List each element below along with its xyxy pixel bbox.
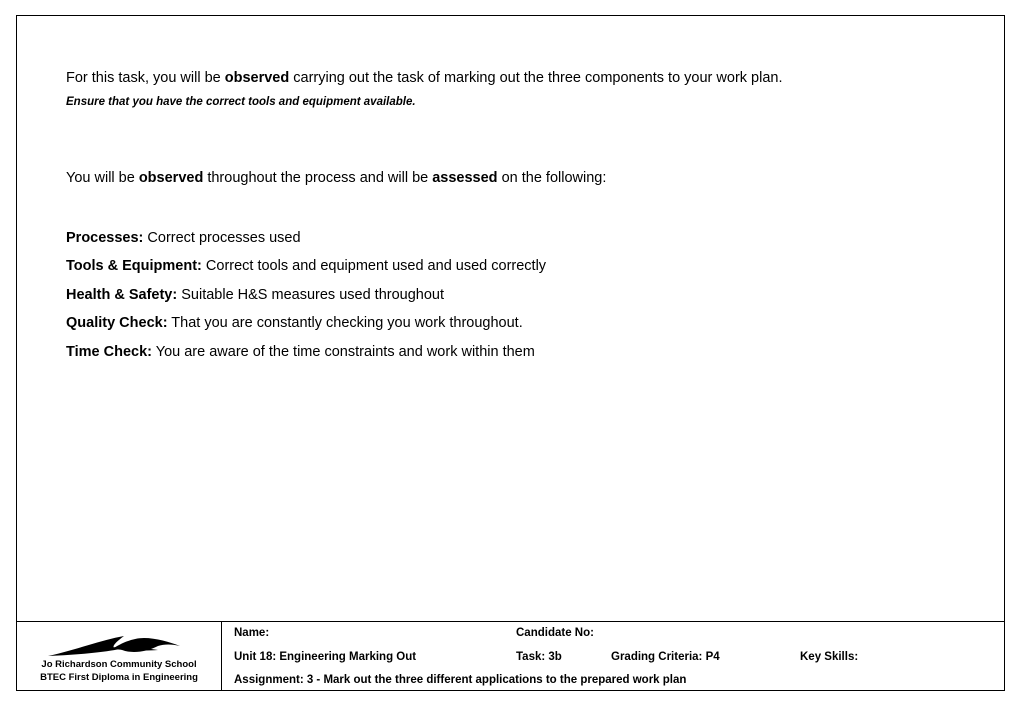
bird-logo-icon: [46, 632, 186, 658]
criteria-label: Time Check:: [66, 343, 152, 360]
school-name: Jo Richardson Community School: [41, 659, 197, 670]
name-label: Name:: [234, 627, 270, 639]
criteria-text: Correct processes used: [143, 230, 301, 246]
course-name: BTEC First Diploma in Engineering: [40, 672, 198, 683]
observed-bold: observed: [138, 170, 204, 186]
observed-text-2: throughout the process and will be: [203, 170, 433, 186]
intro-text: For this task, you will be: [66, 70, 225, 86]
criteria-text: Correct tools and equipment used and used correctly: [201, 258, 547, 275]
criteria-label: Processes:: [66, 230, 144, 246]
intro-text-end: carrying out the task of marking out the three components to your work plan.: [289, 70, 783, 86]
assignment-label: Assignment: 3 - Mark out the three different applications to the prepared work plan: [234, 674, 687, 686]
ensure-note: Ensure that you have the correct tools and equipment available.: [66, 96, 416, 108]
intro-paragraph: [66, 68, 966, 88]
criteria-text: You are aware of the time constraints and work within them: [151, 343, 535, 360]
grading-label: Grading Criteria: P4: [611, 651, 720, 663]
intro-bold: observed: [224, 70, 290, 86]
observed-text-1: You will be: [66, 170, 139, 186]
school-logo-cell: [16, 622, 222, 691]
criteria-item-health-safety: [66, 281, 546, 309]
task-label: Task: 3b: [516, 651, 562, 663]
criteria-label: Quality Check:: [66, 315, 168, 332]
footer-table: [16, 621, 1005, 691]
criteria-label: Tools & Equipment:: [66, 258, 202, 275]
criteria-text: That you are constantly checking you work throughout.: [167, 315, 523, 332]
criteria-item-quality: [66, 309, 546, 337]
candidate-label: Candidate No:: [516, 627, 594, 639]
criteria-label: Health & Safety:: [66, 286, 178, 303]
assessed-bold: assessed: [432, 170, 498, 186]
observed-text-3: on the following:: [497, 170, 607, 186]
key-skills-label: Key Skills:: [800, 651, 859, 663]
criteria-list: [66, 224, 546, 366]
criteria-text: Suitable H&S measures used throughout: [177, 286, 445, 303]
unit-label: Unit 18: Engineering Marking Out: [234, 651, 417, 663]
criteria-item-processes: [66, 224, 546, 252]
observed-paragraph: [66, 168, 606, 188]
criteria-item-time: [66, 338, 546, 366]
criteria-item-tools: [66, 252, 546, 280]
intro-section: [66, 68, 966, 110]
